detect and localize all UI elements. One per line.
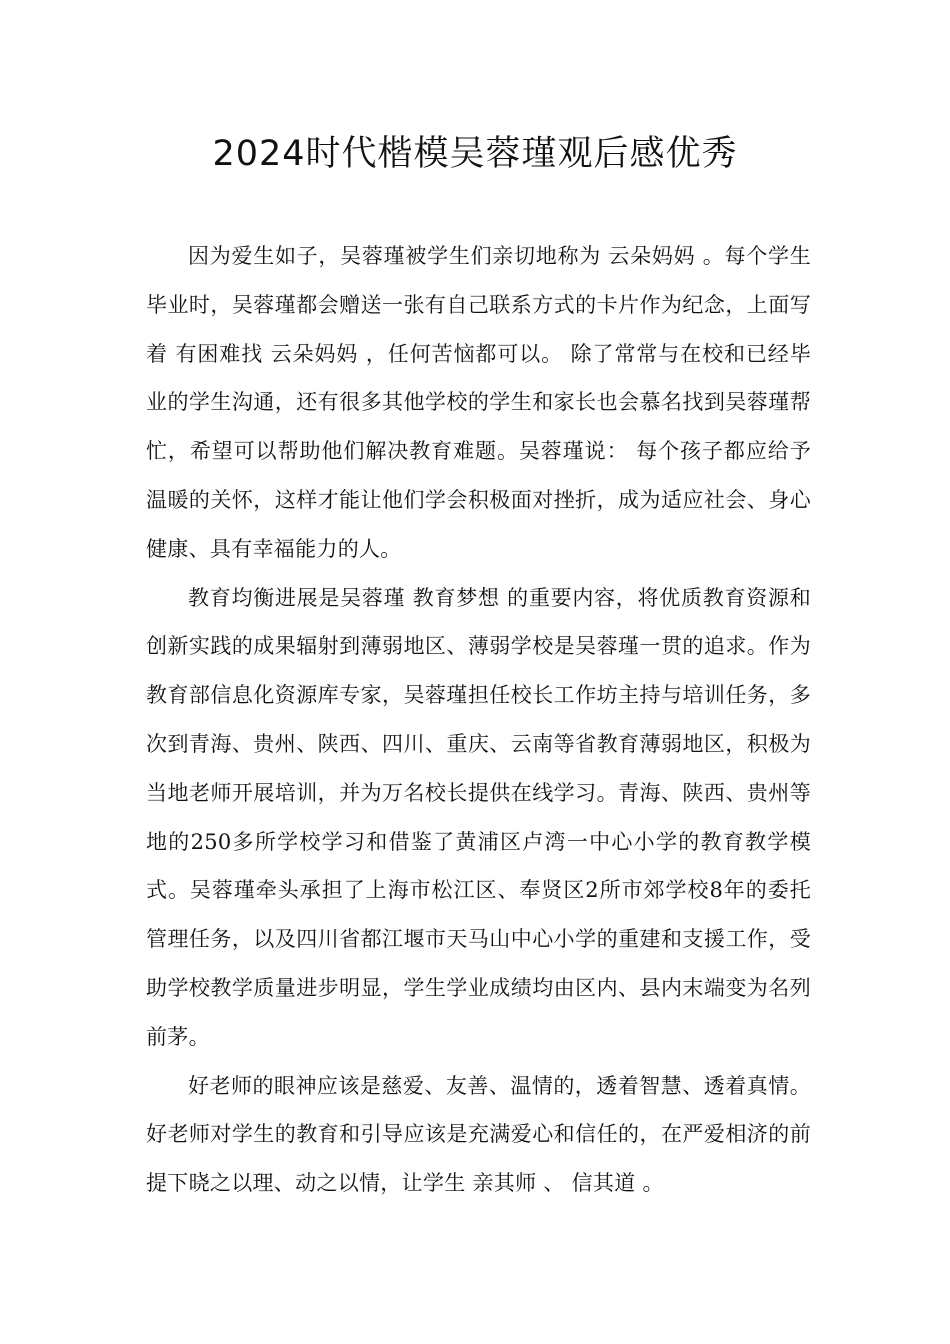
document-body — [146, 232, 811, 1208]
paragraph-1: 因为爱生如子，吴蓉瑾被学生们亲切地称为 云朵妈妈 。每个学生毕业时，吴蓉瑾都会赠送一张有自己联系方式的卡片作为纪念，上面写着 有困难找 云朵妈妈 ，任何苦恼都可以。 除了常常与在校和已经毕业的学生沟通，还有很多其他学校的学生和家长也会慕名找到吴蓉瑾帮忙，希望可以帮助他们解决教育难题。吴蓉瑾说： 每个孩子都应给予温暖的关怀，这样才能让他们学会积极面对挫折，成为适应社会、身心健康、具有幸福能力的人。 — [146, 244, 811, 561]
document-title: 2024时代楷模吴蓉瑾观后感优秀 — [212, 134, 738, 174]
paragraph-3: 好老师的眼神应该是慈爱、友善、温情的，透着智慧、透着真情。好老师对学生的教育和引导应该是充满爱心和信任的，在严爱相济的前提下晓之以理、动之以情，让学生 亲其师 、 信其道 。 — [146, 1073, 811, 1196]
paragraph-2: 教育均衡进展是吴蓉瑾 教育梦想 的重要内容，将优质教育资源和创新实践的成果辐射到薄弱地区、薄弱学校是吴蓉瑾一贯的追求。作为教育部信息化资源库专家，吴蓉瑾担任校长工作坊主持与培训任务，多次到青海、贵州、陕西、四川、重庆、云南等省教育薄弱地区，积极为当地老师开展培训，并为万名校长提供在线学习。青海、陕西、贵州等地的250多所学校学习和借鉴了黄浦区卢湾一中心小学的教育教学模式。吴蓉瑾牵头承担了上海市松江区、奉贤区2所市郊学校8年的委托管理任务，以及四川省都江堰市天马山中心小学的重建和支援工作，受助学校教学质量进步明显，学生学业成绩均由区内、县内末端变为名列前茅。 — [146, 585, 811, 1049]
